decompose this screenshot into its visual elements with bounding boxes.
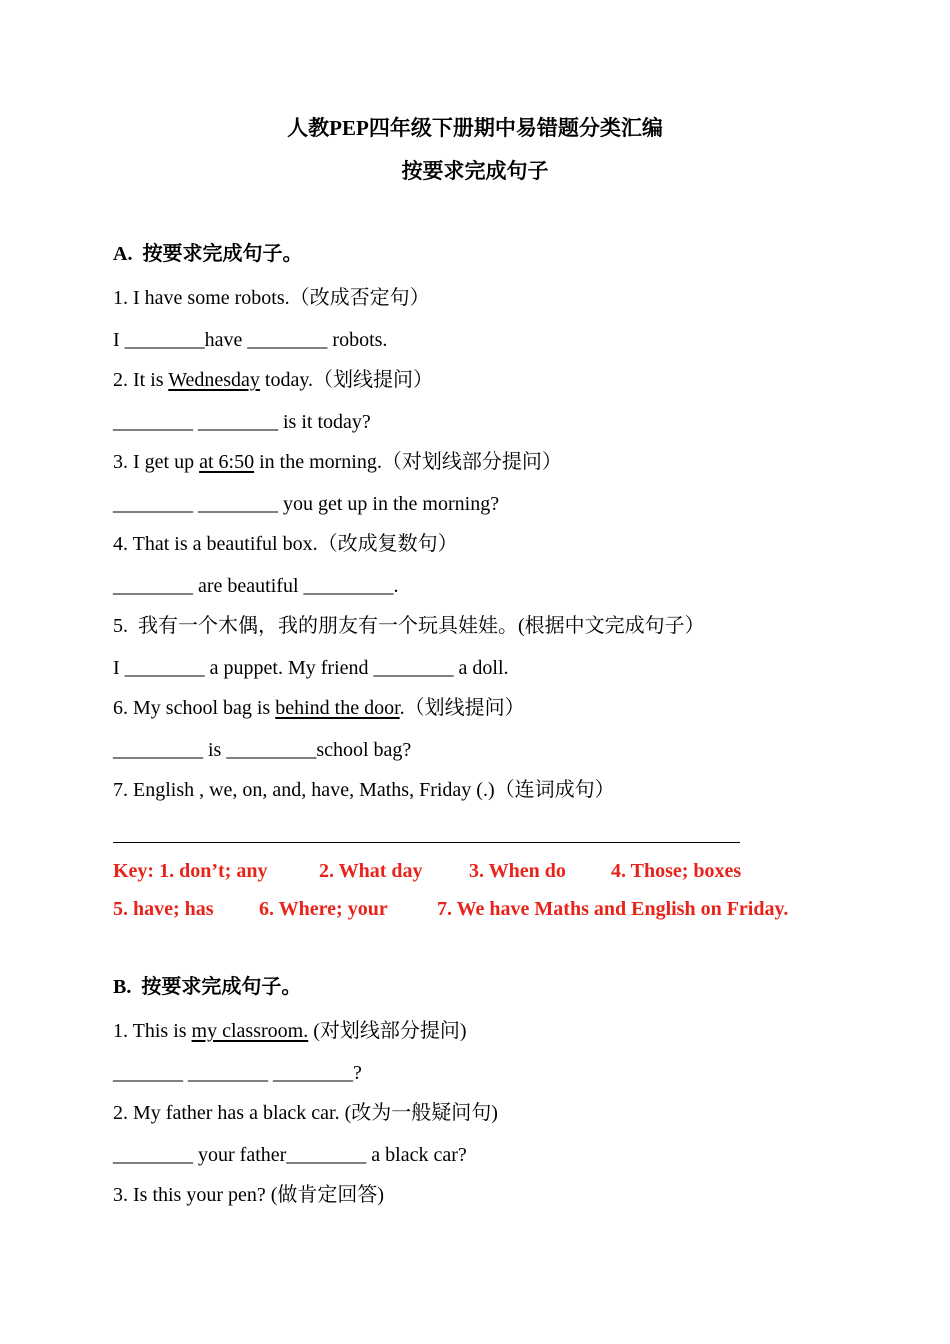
question-a6-underlined: behind the door [275,697,400,719]
question-a6 [113,695,910,721]
question-a3-post: in the morning.（对划线部分提问） [254,451,562,473]
question-a6-post: .（划线提问） [399,697,525,719]
answer-key-2: 2. What day [319,860,423,882]
answer-line-a2: ________ ________ is it today? [113,411,371,433]
answer-line-a4: ________ are beautiful _________. [113,575,399,597]
question-a5: 5. 我有一个木偶，我的朋友有一个玩具娃娃。(根据中文完成句子） [113,615,705,637]
question-a2-underlined: Wednesday [168,369,260,391]
section-b-heading: B. 按要求完成句子。 [113,976,302,998]
answer-line-a1: I ________have ________ robots. [113,329,388,351]
answer-line-a6: _________ is _________school bag? [113,739,412,761]
question-a4: 4. That is a beautiful box.（改成复数句） [113,533,458,555]
answer-line-a3: ________ ________ you get up in the morning? [113,493,500,515]
answer-key-3: 3. When do [469,860,566,882]
question-a6-pre: 6. My school bag is [113,697,276,719]
question-b3: 3. Is this your pen? (做肯定回答) [113,1184,385,1206]
question-a3 [113,449,910,475]
question-a2-post: today.（划线提问） [259,369,434,391]
question-a1: 1. I have some robots.（改成否定句） [113,287,430,309]
answer-key-7: 7. We have Maths and English on Friday. [437,898,789,920]
question-a7: 7. English , we, on, and, have, Maths, Friday (.)（连词成句） [113,779,615,801]
question-b2: 2. My father has a black car. (改为一般疑问句) [113,1102,498,1124]
question-a3-underlined: at 6:50 [199,451,255,473]
section-a-heading: A. 按要求完成句子。 [113,243,303,265]
question-b1-underlined: my classroom. [191,1020,309,1042]
page-subtitle: 按要求完成句子 [401,159,549,183]
answer-key-5: 5. have; has [113,898,214,920]
answer-key-1: Key: 1. don’t; any [113,860,268,882]
question-a2-pre: 2. It is [113,369,169,391]
answer-key-4: 4. Those; boxes [611,860,742,882]
answer-key-6: 6. Where; your [259,898,388,920]
answer-key-row-2 [113,896,910,922]
answer-rule-a7 [113,842,740,843]
answer-line-b1: _______ ________ ________? [113,1062,362,1084]
question-b1-post: (对划线部分提问) [308,1020,467,1042]
question-b1-pre: 1. This is [113,1020,192,1042]
question-a2 [113,367,910,393]
question-b1 [113,1018,910,1044]
answer-key-row-1 [113,858,910,884]
question-a3-pre: 3. I get up [113,451,200,473]
answer-line-b2: ________ your father________ a black car? [113,1144,467,1166]
answer-line-a5: I ________ a puppet. My friend ________ a doll. [113,657,509,679]
page-title: 人教PEP四年级下册期中易错题分类汇编 [287,116,663,140]
